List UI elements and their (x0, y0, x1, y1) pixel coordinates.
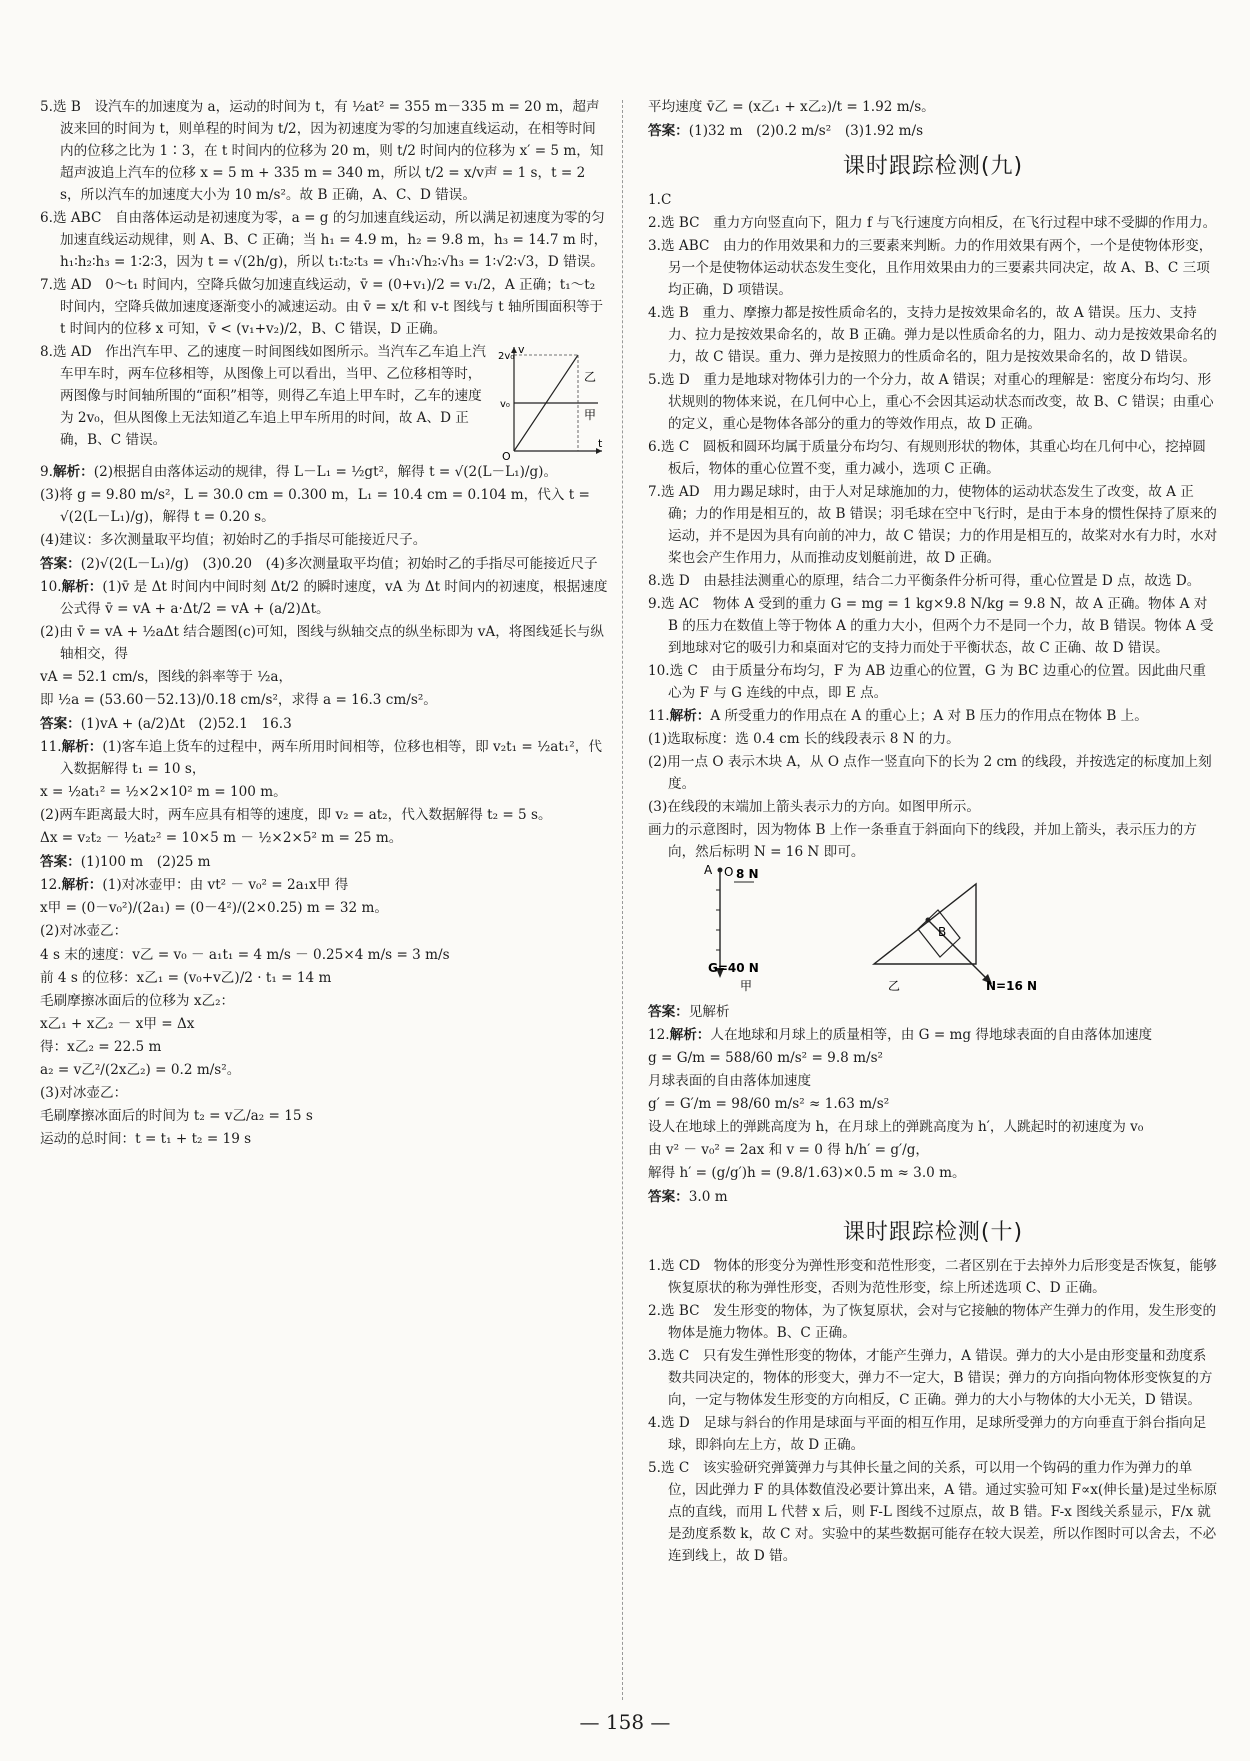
answer-8-block (40, 341, 608, 461)
right-column (648, 96, 1218, 1568)
caption-yi: 乙 (888, 979, 901, 993)
answer-9-final: 答案：(2)√(2(L－L₁)/g) (3)0.20 (4)多次测量取平均值；初始时乙的手指尽可能接近尺子 (40, 556, 598, 573)
s9-answer-1: 1.C (648, 191, 672, 208)
s9-answer-4: 4.选 B 重力、摩擦力都是按性质命名的，支持力是按效果命名的，故 A 错误。压力、支持力、拉力是按效果命名的，故 B 正确。弹力是以性质命名的力，阻力、动力是按效果命名的力，故 C 错误。重力、弹力是按照力的性质命名的，阻力是按效果命名的，故 D 错误。 (648, 304, 1217, 365)
answer-12: 12.解析：(1)对冰壶甲：由 vt² － v₀² = 2a₁x甲 得 (40, 877, 349, 894)
s10-answer-4: 4.选 D 足球与斜台的作用是球面与平面的相互作用，足球所受弹力的方向垂直于斜台指向足球，即斜向左上方，故 D 正确。 (648, 1415, 1207, 1454)
answer-label: 解析： (61, 877, 103, 894)
s9-answer-12-final: 答案：3.0 m (648, 1189, 728, 1206)
tick-2v0: 2v₀ (498, 351, 515, 363)
answer-10: 10.解析：(1)v̄ 是 Δt 时间内中间时刻 Δt/2 的瞬时速度，vA 为 Δt 时间内的初速度，根据速度公式得 v̄ = vA + a·Δt/2 = vA + (a/2)Δt。 (40, 579, 608, 618)
section-title-10: 课时跟踪检测(十) (842, 1220, 1024, 1246)
answer-label: 解析： (669, 708, 711, 725)
avg-velocity: 平均速度 v̄乙 = (x乙₁ + x乙₂)/t = 1.92 m/s。 (648, 99, 935, 115)
s9-answer-11-step3: (3)在线段的末端加上箭头表示力的方向。如图甲所示。 (648, 799, 980, 816)
answer-6: 6.选 ABC 自由落体运动是初速度为零，a = g 的匀加速直线运动，所以满足初速度为零的匀加速直线运动规律，则 A、B、C 正确；当 h₁ = 4.9 m，h₂ = 9.8 m，h₃ = 14.7 m 时，h₁∶h₂∶h₃ = 1∶2∶3，因为 t = √(2h/g)，所以 t₁∶t₂∶t₃ = √h₁∶√h₂∶√h₃ = 1∶√2∶√3，D 错误。 (40, 210, 608, 271)
s9-answer-6: 6.选 C 圆板和圆环均属于质量分布均匀、有规则形状的物体，其重心均在几何中心，挖掉圆板后，物体的重心位置不变，重力减小，选项 C 正确。 (648, 439, 1206, 478)
label-o: O (724, 865, 734, 880)
s9-answer-12-g: g = G/m = 588/60 m/s² = 9.8 m/s² (648, 1050, 884, 1067)
t-axis-label: t (598, 437, 603, 451)
answer-label: 解析： (61, 739, 103, 756)
caption-jia: 甲 (740, 979, 753, 993)
s9-answer-11-step1: (1)选取标度：选 0.4 cm 长的线段表示 8 N 的力。 (648, 731, 960, 748)
answer-11-part2: (2)两车距离最大时，两车应具有相等的速度，即 v₂ = at₂，代入数据解得 t₂ = 5 s。 (40, 807, 552, 824)
answer-7: 7.选 AD 0～t₁ 时间内，空降兵做匀加速直线运动，v̄ = (0+v₁)/2 = v₁/2，A 正确；t₁～t₂ 时间内，空降兵做加速度逐渐变小的减速运动。由 v̄ = x/t 和 v-t 图线与 t 轴所围面积等于 t 时间内的位移 x 可知，v̄ < (v₁+v₂)/2，B、C 错误，D 正确。 (40, 277, 608, 338)
s9-answer-11-note: 画力的示意图时，因为物体 B 上作一条垂直于斜面向下的线段，并加上箭头，表示压力的方向，然后标明 N = 16 N 即可。 (648, 822, 1197, 861)
answer-12-x1: 前 4 s 的位移：x乙₁ = (v₀+v乙)/2 · t₁ = 14 m (40, 969, 332, 986)
answer-11-dx: Δx = v₂t₂ － ½at₂² = 10×5 m － ½×2×5² m = 25 m。 (40, 830, 403, 847)
force-diagram (648, 864, 1218, 992)
s9-answer-12-result: 解得 h′ = (g/g′)h = (9.8/1.63)×0.5 m ≈ 3.0 m。 (648, 1165, 966, 1182)
s9-answer-9: 9.选 AC 物体 A 受到的重力 G = mg = 1 kg×9.8 N/kg = 9.8 N，故 A 正确。物体 A 对 B 的压力在数值上等于物体 A 的重力大小，但两个力不是同一个力，故 B 错误。物体 A 受到地球对它的吸引力和桌面对它的支持力而处于平衡状态，故 C 正确、故 D 错误。 (648, 596, 1214, 657)
answer-label: 答案： (648, 1004, 689, 1021)
answer-12-part3: (3)对冰壶乙： (40, 1084, 128, 1101)
s9-answer-7: 7.选 AD 用力踢足球时，由于人对足球施加的力，使物体的运动状态发生了改变，故 A 正确；力的作用是相互的，故 B 错误；羽毛球在空中飞行时，是由于本身的惯性保持了原来的运动，并不是因为具有向前的冲力，故 C 错误；力的作用是相互的，故桨对水有力时，水对桨也会产生作用力，从而推动皮划艇前进，故 D 正确。 (648, 484, 1218, 567)
label-jia: 甲 (584, 408, 597, 423)
s9-answer-3: 3.选 ABC 由力的作用效果和力的三要素来判断。力的作用效果有两个，一个是使物体形变，另一个是使物体运动状态发生变化，且作用效果由力的三要素共同决定，故 A、B、C 三项均正确，D 项错误。 (648, 237, 1213, 298)
s10-answer-3: 3.选 C 只有发生弹性形变的物体，才能产生弹力，A 错误。弹力的大小是由形变量和劲度系数共同决定的，物体的形变大，弹力不一定大，B 错误；弹力的方向指向物体形变恢复的方向，一定与物体发生形变的方向相反，C 正确。弹力的大小与物体的大小无关，D 错误。 (648, 1348, 1213, 1409)
answer-12-x2-intro: 毛刷摩擦冰面后的位移为 x乙₂： (40, 992, 235, 1009)
answer-11: 11.解析：(1)客车追上货车的过程中，两车所用时间相等，位移也相等，即 v₂t₁ = ½at₁²，代入数据解得 t₁ = 10 s， (40, 739, 602, 778)
lead-answer: 答案：(1)32 m (2)0.2 m/s² (3)1.92 m/s (648, 123, 924, 140)
s9-answer-12-gprime: g′ = G′/m = 98/60 m/s² ≈ 1.63 m/s² (648, 1096, 890, 1113)
answer-12-a2: a₂ = v乙²/(2x乙₂) = 0.2 m/s²。 (40, 1061, 241, 1078)
answer-12-part2: (2)对冰壶乙： (40, 923, 128, 940)
answer-10-va: vA = 52.1 cm/s，图线的斜率等于 ½a， (40, 669, 293, 686)
s9-answer-8: 8.选 D 由悬挂法测重心的原理，结合二力平衡条件分析可得，重心位置是 D 点，故选 D。 (648, 573, 1201, 590)
answer-12-v4: 4 s 末的速度：v乙 = v₀ － a₁t₁ = 4 m/s － 0.25×4 m/s = 3 m/s (40, 946, 450, 963)
answer-10-part2: (2)由 v̄ = vA + ½aΔt 结合题图(c)可知，图线与纵轴交点的纵坐标即为 vA，将图线延长与纵轴相交，得 (40, 624, 604, 663)
answer-12-x2: 得：x乙₂ = 22.5 m (40, 1038, 162, 1055)
label-b: B (938, 925, 947, 940)
column-divider (622, 100, 623, 1700)
answer-11-final: 答案：(1)100 m (2)25 m (40, 854, 211, 871)
s9-answer-12-ratio: 由 v² － v₀² = 2ax 和 v = 0 得 h/h′ = g′/g， (648, 1142, 930, 1159)
answer-9-part3: (3)将 g = 9.80 m/s²，L = 30.0 cm = 0.300 m，L₁ = 10.4 cm = 0.104 m，代入 t = √(2(L－L₁)/g)，解得 t = 0.20 s。 (40, 487, 595, 526)
v-axis-label: v (518, 343, 525, 357)
s9-answer-5: 5.选 D 重力是地球对物体引力的一个分力，故 A 错误；对重心的理解是：密度分布均匀、形状规则的物体来说，在几何中心上，重心不会因其运动状态而改变，故 B、C 错误；由重心的定义，重心是物体各部分的重力的等效作用点，故 D 正确。 (648, 371, 1214, 432)
answer-12-total: 运动的总时间：t = t₁ + t₂ = 19 s (40, 1130, 252, 1147)
s10-answer-5: 5.选 C 该实验研究弹簧弹力与其伸长量之间的关系，可以用一个钩码的重力作为弹力的单位，因此弹力 F 的具体数值没必要计算出来，A 错。通过实验可知 F∝x(伸长量)是过坐标原点的直线，而用 L 代替 x 后，则 F-L 图线不过原点，故 B 错。F-x 图线关系显示，F/x 就是劲度系数 k，故 C 对。实验中的某些数据可能存在较大误差，所以作图时可以舍去，不必连到线上，故 D 错。 (648, 1460, 1218, 1565)
label-n: N=16 N (986, 979, 1038, 993)
answer-label: 答案： (40, 716, 81, 733)
answer-12-xjia: x甲 = (0－v₀²)/(2a₁) = (0－4²)/(2×0.25) m = 32 m。 (40, 900, 388, 917)
s10-answer-2: 2.选 BC 发生形变的物体，为了恢复原状，会对与它接触的物体产生弹力的作用，发生形变的物体是施力物体。B、C 正确。 (648, 1303, 1217, 1342)
s9-answer-2: 2.选 BC 重力方向竖直向下，阻力 f 与飞行速度方向相反，在飞行过程中球不受脚的作用力。 (648, 214, 1217, 231)
s9-answer-11: 11.解析：A 所受重力的作用点在 A 的重心上；A 对 B 压力的作用点在物体 B 上。 (648, 708, 1148, 725)
section-title-9: 课时跟踪检测(九) (842, 154, 1024, 180)
answer-label: 答案： (40, 556, 81, 573)
answer-5: 5.选 B 设汽车的加速度为 a，运动的时间为 t，有 ½at² = 355 m－335 m = 20 m，超声波来回的时间为 t，则单程的时间为 t/2，因为初速度为零的匀加速直线运动，在相等时间内的位移之比为 1∶3，在 t 时间内的位移为 20 m，则 t/2 时间内的位移为 x′ = 5 m，知超声波追上汽车的位移 x = 5 m + 335 m = 340 m，所以 t/2 = x/v声 = 1 s，t = 2 s，所以汽车的加速度大小为 10 m/s²。故 B 正确，A、C、D 错误。 (40, 99, 604, 204)
scale-label: 8 N (736, 867, 759, 882)
s9-answer-12-setup: 设人在地球上的弹跳高度为 h，在月球上的弹跳高度为 h′，人跳起时的初速度为 v₀ (648, 1119, 1144, 1136)
answer-label: 答案： (648, 1189, 689, 1206)
label-g: G=40 N (708, 961, 759, 976)
velocity-time-graph (498, 341, 608, 461)
answer-10-a: 即 ½a = (53.60－52.13)/0.18 cm/s²，求得 a = 16.3 cm/s²。 (40, 692, 437, 709)
s9-answer-11-step2: (2)用一点 O 表示木块 A，从 O 点作一竖直向下的长为 2 cm 的线段，并按选定的标度加上刻度。 (648, 754, 1212, 793)
s9-answer-12: 12.解析：人在地球和月球上的质量相等，由 G = mg 得地球表面的自由落体加速度 (648, 1027, 1153, 1044)
tick-v0: v₀ (500, 399, 510, 411)
answer-label: 解析： (669, 1027, 711, 1044)
answer-label: 解析： (61, 579, 103, 596)
s9-answer-12-moon: 月球表面的自由落体加速度 (648, 1073, 812, 1090)
answer-11-x: x = ½at₁² = ½×2×10² m = 100 m。 (40, 784, 287, 801)
answer-9: 9.解析：(2)根据自由落体运动的规律，得 L－L₁ = ½gt²，解得 t = √(2(L－L₁)/g)。 (40, 464, 558, 481)
answer-label: 答案： (648, 123, 689, 140)
page-number: — 158 — (579, 1710, 671, 1734)
answer-label: 解析： (52, 464, 94, 481)
label-a: A (704, 864, 713, 878)
answer-label: 答案： (40, 854, 81, 871)
answer-9-part4: (4)建议：多次测量取平均值；初始时乙的手指尽可能接近尺子。 (40, 532, 427, 549)
origin-label: O (502, 450, 511, 462)
answer-8: 8.选 AD 作出汽车甲、乙的速度－时间图线如图所示。当汽车乙车追上汽车甲车时，两车位移相等，从图像上可以看出，当甲、乙位移相等时，两图像与时间轴所围的“面积”相等，则得乙车追上甲车时，乙车的速度为 2v₀，但从图像上无法知道乙车追上甲车所用的时间，故 A、D 正确，B、C 错误。 (40, 344, 486, 449)
s9-answer-10: 10.选 C 由于质量分布均匀，F 为 AB 边重心的位置，G 为 BC 边重心的位置。因此曲尺重心为 F 与 G 连线的中点，即 E 点。 (648, 663, 1207, 702)
normal-force-line (928, 920, 988, 980)
s10-answer-1: 1.选 CD 物体的形变分为弹性形变和范性形变，二者区别在于去掉外力后形变是否恢复，能够恢复原状的称为弹性形变，否则为范性形变，综上所述选项 C、D 正确。 (648, 1258, 1217, 1297)
label-yi: 乙 (584, 370, 597, 385)
answer-12-eq: x乙₁ + x乙₂ － x甲 = Δx (40, 1015, 195, 1032)
answer-10-final: 答案：(1)vA + (a/2)Δt (2)52.1 16.3 (40, 716, 292, 733)
s9-answer-11-final: 答案：见解析 (648, 1004, 730, 1021)
answer-12-t2: 毛刷摩擦冰面后的时间为 t₂ = v乙/a₂ = 15 s (40, 1107, 313, 1124)
left-column (40, 96, 608, 1151)
